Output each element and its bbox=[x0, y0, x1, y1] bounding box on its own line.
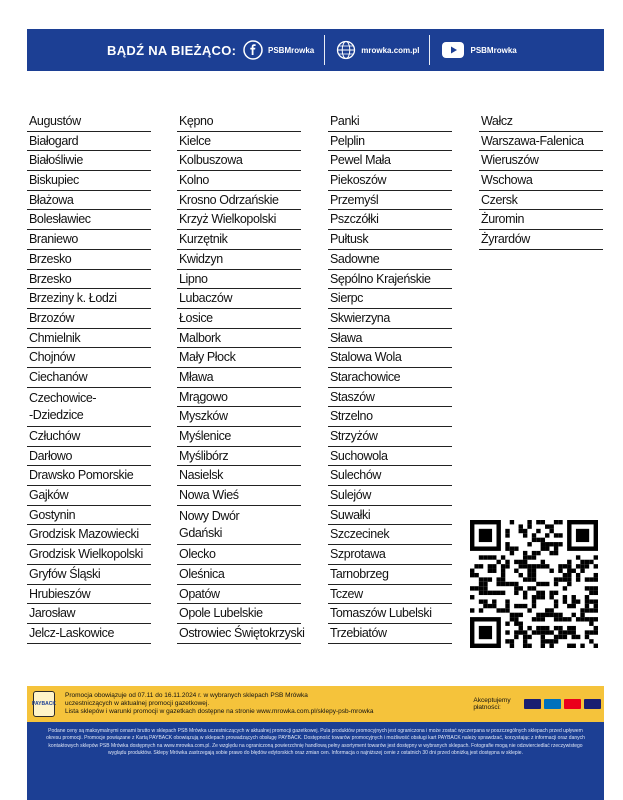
store-location: Staszów bbox=[328, 388, 452, 408]
globe-icon bbox=[335, 39, 357, 61]
store-location: Wieruszów bbox=[479, 151, 603, 171]
promo-text bbox=[65, 692, 419, 717]
store-location: Mały Płock bbox=[177, 348, 301, 368]
store-location: Braniewo bbox=[27, 230, 151, 250]
store-location: Chmielnik bbox=[27, 329, 151, 349]
store-location: Darłowo bbox=[27, 447, 151, 467]
store-location: Jarosław bbox=[27, 604, 151, 624]
store-location: Brzesko bbox=[27, 270, 151, 290]
store-location: Kielce bbox=[177, 132, 301, 152]
store-location: Nowy Dwór Gdański bbox=[177, 506, 301, 545]
store-location: Myszków bbox=[177, 407, 301, 427]
facebook-label: PSBMrowka bbox=[268, 45, 315, 55]
store-list-column-2 bbox=[177, 112, 305, 644]
store-location: Ciechanów bbox=[27, 368, 151, 388]
store-location: Szczecinek bbox=[328, 525, 452, 545]
store-location: Lubaczów bbox=[177, 289, 301, 309]
store-location: Kolbuszowa bbox=[177, 151, 301, 171]
store-location: Panki bbox=[328, 112, 452, 132]
store-location: Sadowne bbox=[328, 250, 452, 270]
store-location: Krosno Odrzańskie bbox=[177, 191, 301, 211]
store-location: Żuromin bbox=[479, 210, 603, 230]
store-location: Trzebiatów bbox=[328, 624, 452, 644]
store-location: Sępólno Krajeńskie bbox=[328, 270, 452, 290]
youtube-icon bbox=[440, 39, 466, 61]
maestro-icon bbox=[544, 699, 561, 709]
facebook-link[interactable] bbox=[242, 39, 314, 61]
payback-logo-text: PAYBACK bbox=[32, 701, 56, 707]
store-location: Tczew bbox=[328, 585, 452, 605]
store-location: Mława bbox=[177, 368, 301, 388]
promo-line-2: uczestniczących w aktualnej promocji gazetkowej. bbox=[65, 699, 210, 707]
store-location: Krzyż Wielkopolski bbox=[177, 210, 301, 230]
store-location: Wschowa bbox=[479, 171, 603, 191]
store-location: Brzozów bbox=[27, 309, 151, 329]
store-location: Człuchów bbox=[27, 427, 151, 447]
store-location: Suwałki bbox=[328, 506, 452, 526]
youtube-label: PSBMrowka bbox=[470, 45, 517, 55]
store-location: Suchowola bbox=[328, 447, 452, 467]
store-location: Kolno bbox=[177, 171, 301, 191]
store-location: Opole Lubelskie bbox=[177, 604, 301, 624]
store-location: Grodzisk Wielkopolski bbox=[27, 545, 151, 565]
store-location: Jelcz-Laskowice bbox=[27, 624, 151, 644]
store-location: Augustów bbox=[27, 112, 151, 132]
store-location: Białośliwie bbox=[27, 151, 151, 171]
store-location: Olecko bbox=[177, 545, 301, 565]
store-location: Bolesławiec bbox=[27, 210, 151, 230]
payment-cards bbox=[524, 699, 604, 709]
store-location: Opatów bbox=[177, 585, 301, 605]
legal-footer bbox=[27, 722, 604, 800]
store-location: Sierpc bbox=[328, 289, 452, 309]
store-location: Czersk bbox=[479, 191, 603, 211]
headline: BĄDŹ NA BIEŻĄCO: bbox=[107, 42, 237, 58]
store-location: Gryfów Śląski bbox=[27, 565, 151, 585]
visa-icon bbox=[524, 699, 541, 709]
visa-electron-icon bbox=[584, 699, 601, 709]
store-location: Myślenice bbox=[177, 427, 301, 447]
store-location: Kwidzyn bbox=[177, 250, 301, 270]
store-location: Nowa Wieś bbox=[177, 486, 301, 506]
store-location: Kurzętnik bbox=[177, 230, 301, 250]
store-list-column-1 bbox=[27, 112, 151, 644]
promo-line-3: Lista sklepów i warunki promocji w gazetkach dostępne na stronie www.mrowka.com.pl/sklepy-psb-mrowka bbox=[65, 708, 374, 716]
legal-text: Podane ceny są maksymalnymi cenami brutto w sklepach PSB Mrówka uczestniczących w aktualnej promocji gazetkowej. Pula produktów promocyjnych jest ograniczona i może zostać wyczerpana w poszczególnych sklepach przed upływem okresu promocji. Promocje powiązane z Kartą PAYBACK obowiązują w sklepach prowadzących obsługę PAYBACK. Dostępność towarów promocyjnych i możliwość obsługi kart PAYBACK należy sprawdzać, korzystając z informacji oraz danych kontaktowych sklepów PSB Mrówka dostępnych na www.mrowka.com.pl. Ze względu na ograniczoną powierzchnię handlową pełny asortyment towarów jest dostępny w wybranych sklepach. Fotografie mogą nie odzwierciedlać rzeczywistego wyglądu produktów. Sklepy Mrówka zastrzegają sobie prawo do błędów edytorskich oraz zmian cen. Informacja o najniższej cenie z ostatnich 30 dni przed obniżką jest dostępna w sklepie. bbox=[46, 728, 585, 757]
payback-logo bbox=[33, 691, 55, 717]
store-location: Strzyżów bbox=[328, 427, 452, 447]
store-location: Gajków bbox=[27, 486, 151, 506]
facebook-icon bbox=[242, 39, 264, 61]
store-location: Skwierzyna bbox=[328, 309, 452, 329]
store-list-column-3 bbox=[328, 112, 452, 644]
store-location: Sława bbox=[328, 329, 452, 349]
store-location: Tarnobrzeg bbox=[328, 565, 452, 585]
divider bbox=[429, 35, 430, 65]
store-location: Lipno bbox=[177, 270, 301, 290]
store-location: Strzelno bbox=[328, 407, 452, 427]
store-location: Przemyśl bbox=[328, 191, 452, 211]
mastercard-icon bbox=[564, 699, 581, 709]
store-location: Malbork bbox=[177, 329, 301, 349]
store-location: Szprotawa bbox=[328, 545, 452, 565]
store-location: Błażowa bbox=[27, 191, 151, 211]
website-label: mrowka.com.pl bbox=[361, 45, 420, 55]
store-location: Piekoszów bbox=[328, 171, 452, 191]
store-location: Hrubieszów bbox=[27, 585, 151, 605]
store-location: Pelplin bbox=[328, 132, 452, 152]
store-location: Oleśnica bbox=[177, 565, 301, 585]
store-location: Gostynin bbox=[27, 506, 151, 526]
store-location: Ostrowiec Świętokrzyski bbox=[177, 624, 301, 644]
store-location: Myślibórz bbox=[177, 447, 301, 467]
store-location: Sulechów bbox=[328, 466, 452, 486]
store-location: Nasielsk bbox=[177, 466, 301, 486]
store-location: Chojnów bbox=[27, 348, 151, 368]
store-location: Brzesko bbox=[27, 250, 151, 270]
divider bbox=[324, 35, 325, 65]
store-location: Warszawa-Falenica bbox=[479, 132, 603, 152]
qr-code[interactable] bbox=[470, 520, 598, 648]
payments-label: Akceptujemy płatności: bbox=[473, 697, 511, 711]
store-location: Łosice bbox=[177, 309, 301, 329]
promo-line-1: Promocja obowiązuje od 07.11 do 16.11.2024 r. w wybranych sklepach PSB Mrówka bbox=[65, 691, 308, 699]
store-location: Starachowice bbox=[328, 368, 452, 388]
store-location: Sulejów bbox=[328, 486, 452, 506]
youtube-link[interactable] bbox=[440, 39, 516, 61]
top-banner bbox=[27, 29, 604, 71]
promo-bar bbox=[27, 686, 604, 722]
store-location: Kępno bbox=[177, 112, 301, 132]
store-location: Tomaszów Lubelski bbox=[328, 604, 452, 624]
store-location: Drawsko Pomorskie bbox=[27, 466, 151, 486]
store-location: Żyrardów bbox=[479, 230, 603, 250]
store-location: Brzeziny k. Łodzi bbox=[27, 289, 151, 309]
store-location: Pułtusk bbox=[328, 230, 452, 250]
store-location: Biskupiec bbox=[27, 171, 151, 191]
store-location: Pewel Mała bbox=[328, 151, 452, 171]
store-location: Grodzisk Mazowiecki bbox=[27, 525, 151, 545]
store-location: Pszczółki bbox=[328, 210, 452, 230]
store-list-column-4 bbox=[479, 112, 603, 250]
store-location: Mrągowo bbox=[177, 388, 301, 408]
store-location: Białogard bbox=[27, 132, 151, 152]
store-location: Wałcz bbox=[479, 112, 603, 132]
store-location: Stalowa Wola bbox=[328, 348, 452, 368]
store-location: Czechowice- -Dziedzice bbox=[27, 388, 151, 427]
website-link[interactable] bbox=[335, 39, 419, 61]
